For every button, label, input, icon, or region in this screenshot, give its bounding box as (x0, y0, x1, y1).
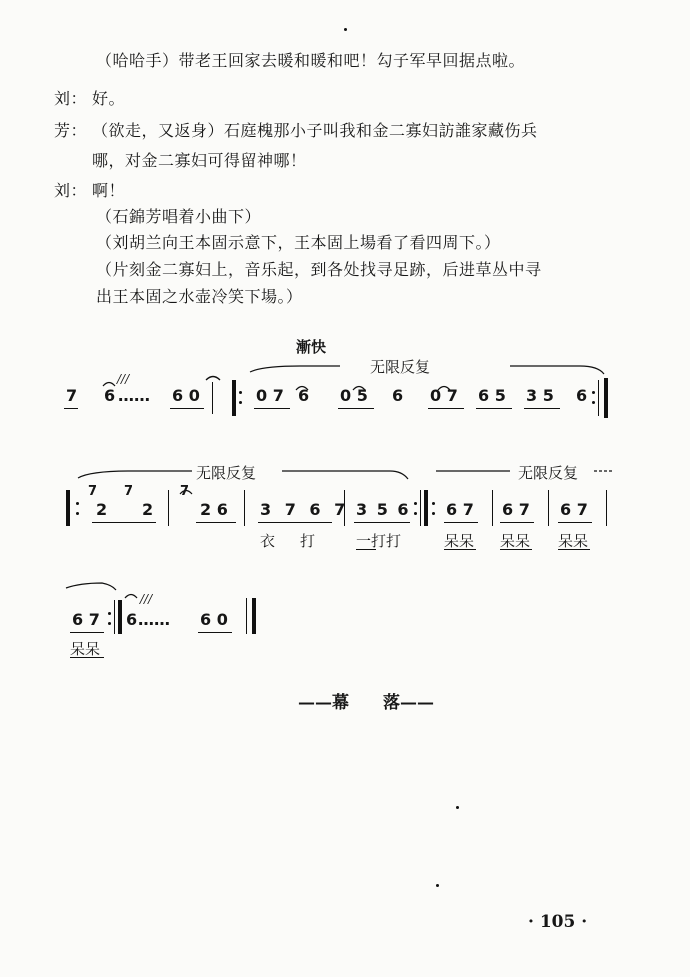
repeat-marking: 无限反复 (196, 464, 257, 482)
underline (170, 408, 204, 409)
barline (212, 382, 213, 414)
underline (476, 408, 512, 409)
lyric: 呆呆 (558, 532, 589, 550)
underline (356, 549, 376, 550)
note-group: 6 7 (502, 500, 530, 519)
tremolo-mark: /// (140, 592, 153, 606)
note-group: 0 7 (256, 386, 284, 405)
repeat-marking: 无限反复 (370, 358, 431, 376)
underline (500, 549, 532, 550)
barline (244, 490, 245, 526)
note-group: 6 7 (560, 500, 588, 519)
note-dots: …… (118, 386, 150, 405)
note-2: 2 (142, 500, 154, 519)
repeat-end-bar (604, 378, 608, 418)
grace-note-7: 7 (88, 484, 98, 499)
repeat-dot (239, 391, 242, 394)
underline (198, 632, 232, 633)
speaker-label: 刘： (54, 181, 88, 200)
note-group: 6 7 (72, 610, 100, 629)
repeat-dot (108, 622, 111, 625)
note-6: 6 (126, 610, 138, 629)
line-text: 出王本固之水壶冷笑下場。） (96, 287, 303, 306)
lyric: 一打打 (356, 532, 402, 550)
note-6: 6 (104, 386, 116, 405)
grace-note-7: 7 (180, 484, 190, 499)
note-group: 6 5 (478, 386, 506, 405)
line-text: （石錦芳唱着小曲下） (96, 207, 262, 226)
lyric: 呆呆 (444, 532, 475, 550)
note-group: 0 5 (340, 386, 368, 405)
barline (548, 490, 549, 526)
line-text: （刘胡兰向王本固示意下，王本固上場看了看四周下。） (96, 233, 501, 252)
repeat-start-bar (232, 380, 236, 416)
repeat-bar (118, 600, 122, 634)
underline (500, 522, 534, 523)
note-group: 6 7 (446, 500, 474, 519)
underline (338, 408, 374, 409)
repeat-dot (108, 612, 111, 615)
underline (444, 549, 476, 550)
note-7: 7 (66, 386, 78, 405)
curtain-falls: ——幕 落—— (298, 693, 434, 713)
barline (114, 600, 115, 634)
repeat-bar (424, 490, 428, 526)
repeat-dot (76, 512, 79, 515)
repeat-dot (592, 401, 595, 404)
note-60: 6 0 (200, 610, 228, 629)
speaker-label: 芳： (54, 121, 88, 140)
note-group: 3 5 6 (356, 500, 411, 519)
barline (420, 490, 421, 526)
underline (70, 657, 104, 658)
underline (354, 522, 410, 523)
grace-note-7: 7 (124, 484, 134, 499)
repeat-dot (432, 512, 435, 515)
underline (524, 408, 560, 409)
barline (492, 490, 493, 526)
tempo-marking: 漸快 (296, 338, 327, 356)
note-6: 6 (392, 386, 404, 405)
repeat-dot (432, 502, 435, 505)
line-text: 好。 (92, 89, 126, 108)
underline (558, 549, 590, 550)
note-group: 0 7 (430, 386, 458, 405)
final-barline-thick (252, 598, 256, 634)
line-text: （片刻金二寡妇上，音乐起，到各处找寻足跡，后进草丛中寻 (96, 260, 542, 279)
repeat-dot (414, 512, 417, 515)
barline (344, 490, 345, 526)
underline (254, 408, 290, 409)
underline (428, 408, 464, 409)
note-60: 6 0 (172, 386, 200, 405)
lyric: 呆呆 (500, 532, 531, 550)
note-group: 2 6 (200, 500, 228, 519)
final-barline (246, 598, 247, 634)
lyric: 打 (300, 532, 316, 550)
page-number: · 105 · (528, 912, 588, 932)
line-text: （欲走，又返身）石庭槐那小子叫我和金二寡妇訪誰家藏伤兵 (92, 121, 538, 140)
tremolo-mark: /// (117, 372, 130, 386)
note-6: 6 (298, 386, 310, 405)
underline (70, 632, 104, 633)
scan-speck (456, 806, 459, 809)
lyric: 呆呆 (70, 640, 101, 658)
underline (64, 408, 78, 409)
underline (196, 522, 236, 523)
note-dots: …… (138, 610, 170, 629)
repeat-dot (414, 502, 417, 505)
note-2: 2 (96, 500, 108, 519)
underline (444, 522, 478, 523)
repeat-dot (239, 401, 242, 404)
lyric: 衣 (260, 532, 276, 550)
repeat-marking: 无限反复 (518, 464, 579, 482)
note-group: 3 5 (526, 386, 554, 405)
underline (258, 522, 332, 523)
line-text: 哪，对金二寡妇可得留神哪！ (92, 151, 307, 170)
underline (92, 522, 156, 523)
barline (598, 380, 599, 416)
repeat-start-bar (66, 490, 70, 526)
line-text: （哈哈手）带老王回家去暖和暖和吧！勾子军早回据点啦。 (96, 51, 526, 70)
barline (606, 490, 607, 526)
line-text: 啊！ (92, 181, 126, 200)
note-group: 3 7 6 7 (260, 500, 350, 519)
scan-speck (344, 28, 347, 31)
scan-speck (436, 884, 439, 887)
repeat-dot (76, 502, 79, 505)
underline (558, 522, 592, 523)
note-6: 6 (576, 386, 588, 405)
speaker-label: 刘： (54, 89, 88, 108)
barline (168, 490, 169, 526)
repeat-dot (592, 391, 595, 394)
